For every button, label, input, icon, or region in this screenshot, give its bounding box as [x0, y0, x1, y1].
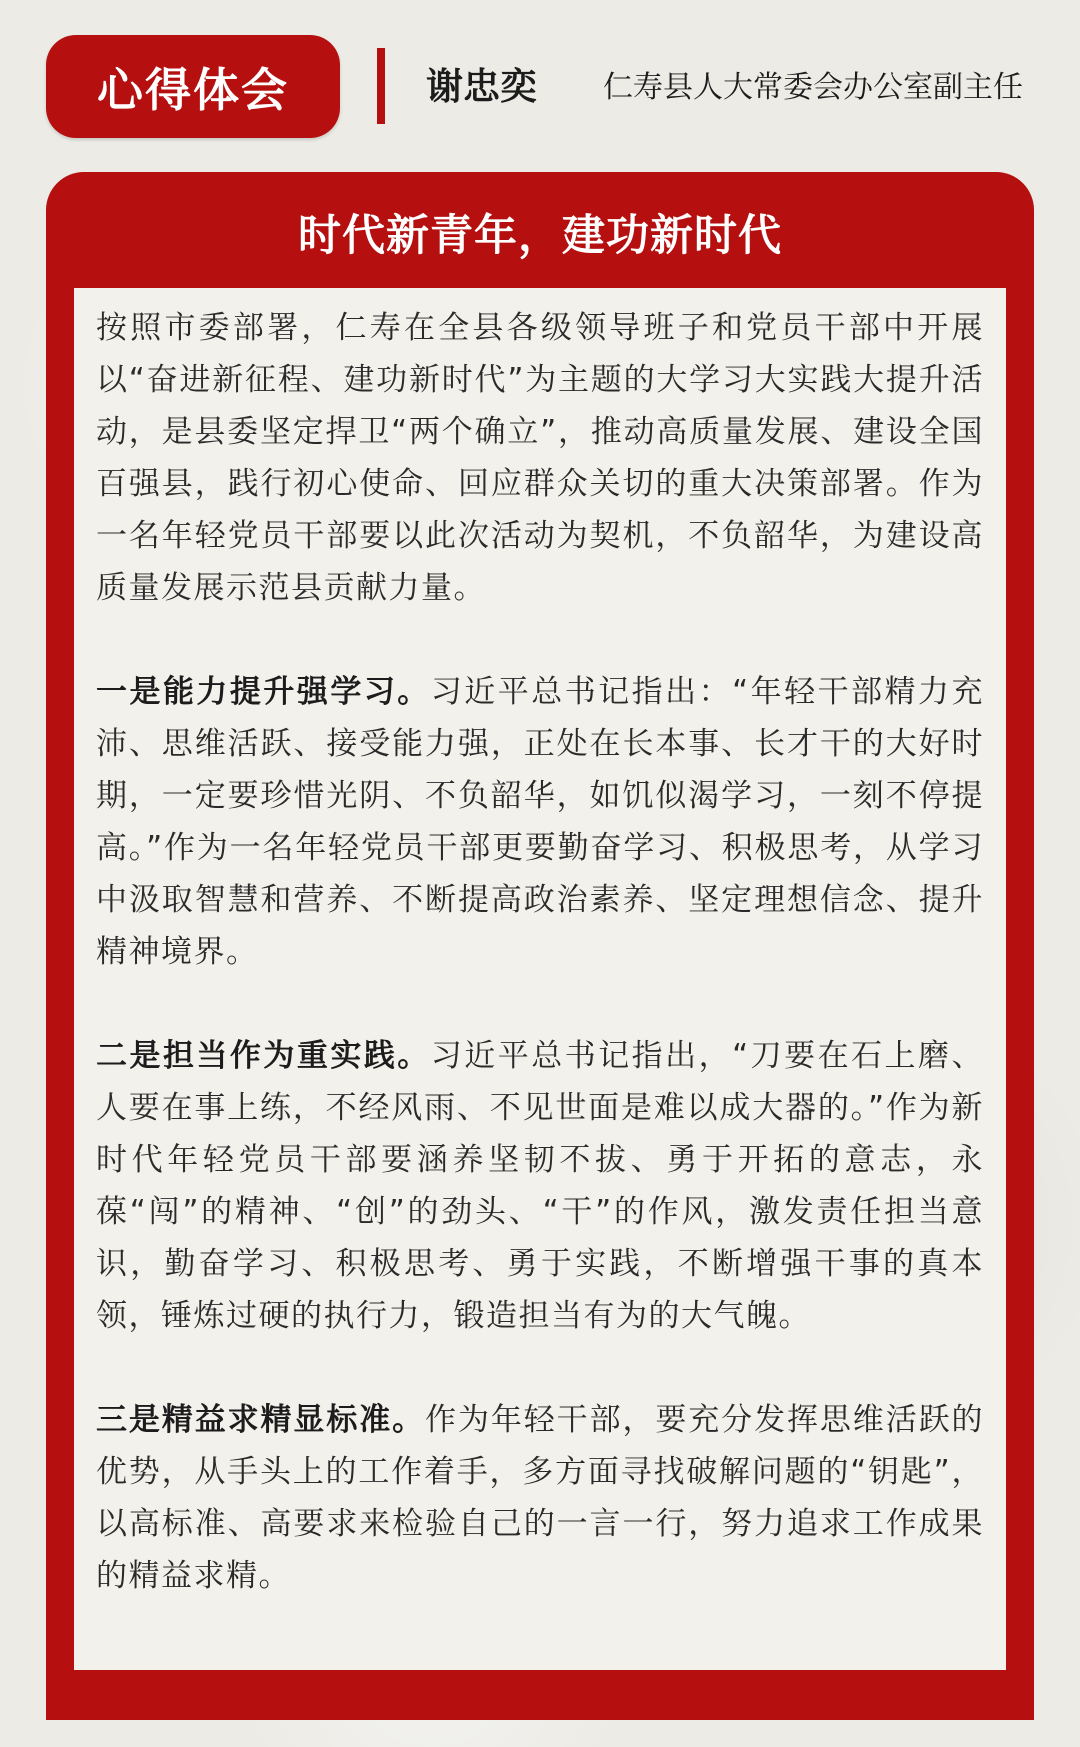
section-text-3: 作为年轻干部，要充分发挥思维活跃的优势，从手头上的工作着手，多方面寻找破解问题的“钥匙”，以高标准、高要求来检验自己的一言一行，努力追求工作成果的精益求精。	[96, 1402, 985, 1594]
author-name: 谢忠奕	[426, 65, 537, 108]
category-label: 心得体会	[97, 62, 289, 117]
section-heading-3: 三是精益求精显标准。	[96, 1402, 426, 1438]
category-badge	[46, 35, 340, 138]
article-body	[74, 288, 1006, 1670]
section-paragraph-2	[96, 1030, 984, 1342]
article-card	[46, 172, 1034, 1720]
article-title: 时代新青年，建功新时代	[298, 211, 782, 261]
section-heading-2: 二是担当作为重实践。	[96, 1038, 431, 1074]
author-title: 仁寿县人大常委会办公室副主任	[603, 70, 1023, 105]
header-divider	[377, 48, 385, 124]
section-text-1: 习近平总书记指出：“年轻干部精力充沛、思维活跃、接受能力强，正处在长本事、长才干的大好时期，一定要珍惜光阴、不负韶华，如饥似渴学习，一刻不停提高。”作为一名年轻党员干部更要勤奋学习、积极思考，从学习中汲取智慧和营养、不断提高政治素养、坚定理想信念、提升精神境界。	[96, 674, 985, 970]
section-paragraph-1	[96, 666, 984, 978]
section-heading-1: 一是能力提升强学习。	[96, 674, 431, 710]
section-paragraph-3	[96, 1394, 984, 1602]
intro-paragraph: 按照市委部署，仁寿在全县各级领导班子和党员干部中开展以“奋进新征程、建功新时代”为主题的大学习大实践大提升活动，是县委坚定捍卫“两个确立”，推动高质量发展、建设全国百强县，践行初心使命、回应群众关切的重大决策部署。作为一名年轻党员干部要以此次活动为契机，不负韶华，为建设高质量发展示范县贡献力量。	[96, 310, 984, 606]
section-text-2: 习近平总书记指出，“刀要在石上磨、人要在事上练，不经风雨、不见世面是难以成大器的。”作为新时代年轻党员干部要涵养坚韧不拔、勇于开拓的意志，永葆“闯”的精神、“创”的劲头、“干”的作风，激发责任担当意识，勤奋学习、积极思考、勇于实践，不断增强干事的真本领，锤炼过硬的执行力，锻造担当有为的大气魄。	[96, 1038, 985, 1334]
